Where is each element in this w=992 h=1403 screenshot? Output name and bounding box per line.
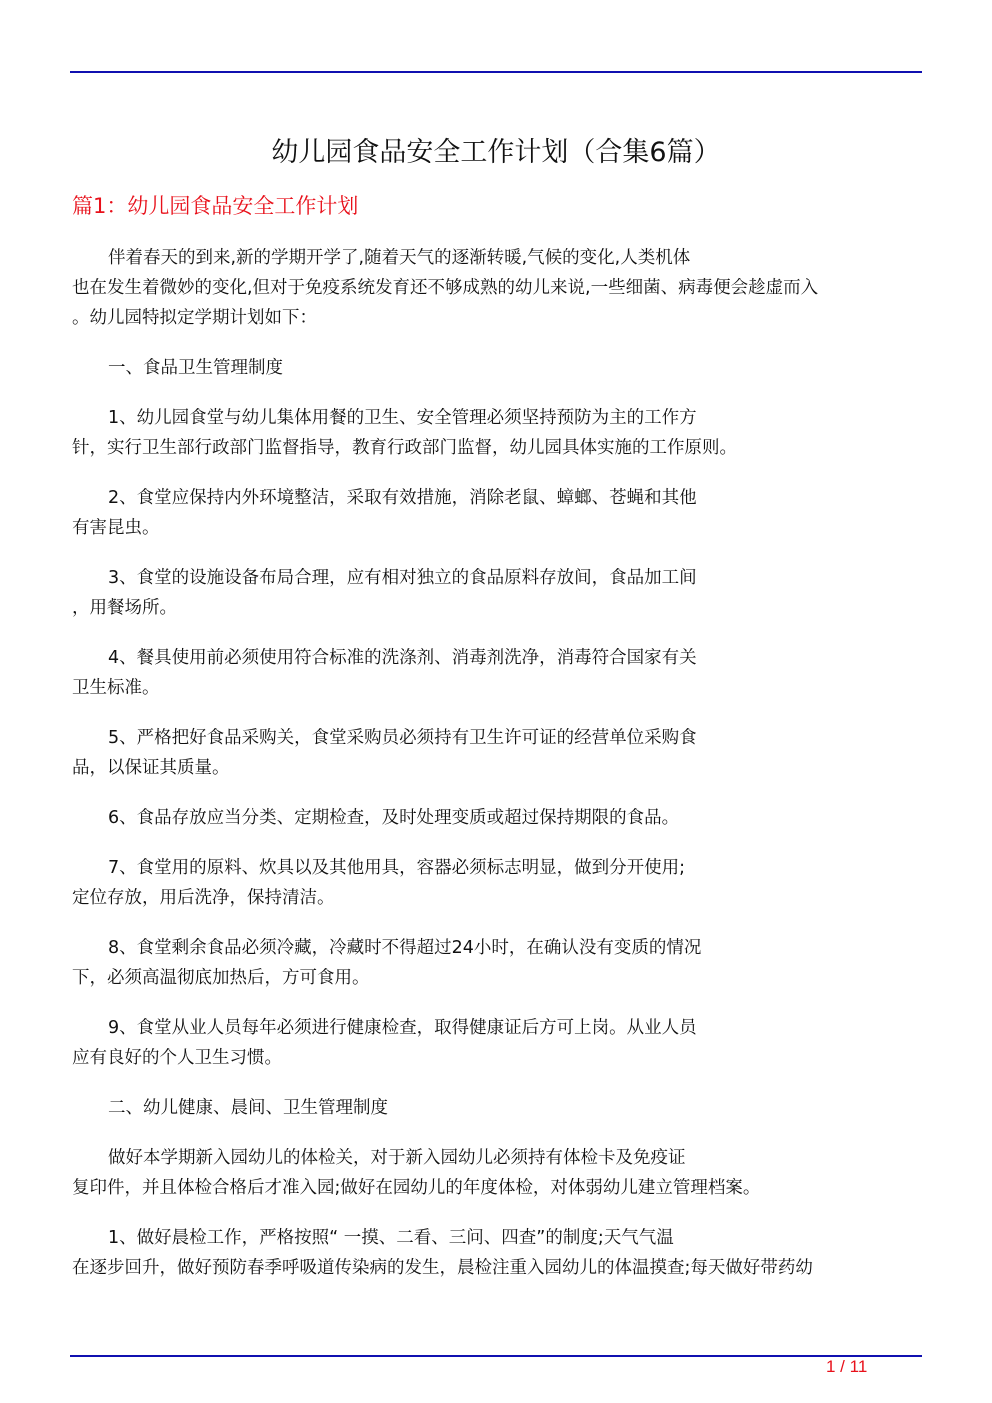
paragraph-line: ，用餐场所。: [72, 598, 177, 618]
paragraph: [72, 803, 922, 833]
page-number: 1 / 11: [826, 1357, 868, 1376]
header-rule: [70, 71, 922, 73]
paragraph-line: 品，以保证其质量。: [72, 758, 230, 778]
paragraph-line: 9、食堂从业人员每年必须进行健康检查，取得健康证后方可上岗。从业人员: [108, 1018, 697, 1038]
paragraph: [72, 1013, 922, 1073]
paragraph: [72, 1093, 922, 1123]
paragraph-line: 4、餐具使用前必须使用符合标准的洗涤剂、消毒剂洗净，消毒符合国家有关: [108, 648, 697, 668]
paragraph-line: 8、食堂剩余食品必须冷藏，冷藏时不得超过24小时，在确认没有变质的情况: [108, 938, 702, 958]
paragraph-line: 一、食品卫生管理制度: [108, 358, 283, 378]
paragraph: [72, 353, 922, 383]
paragraph-line: 有害昆虫。: [72, 518, 160, 538]
paragraph-line: 2、食堂应保持内外环境整洁，采取有效措施，消除老鼠、蟑螂、苍蝇和其他: [108, 488, 697, 508]
paragraph-line: 也在发生着微妙的变化,但对于免疫系统发育还不够成熟的幼儿来说,一些细菌、病毒便会趁虚而入: [72, 278, 819, 298]
paragraph-line: 1、做好晨检工作，严格按照“ 一摸、二看、三问、四查”的制度;天气气温: [108, 1228, 674, 1248]
paragraph: [72, 933, 922, 993]
paragraph-line: 应有良好的个人卫生习惯。: [72, 1048, 282, 1068]
paragraph-line: 定位存放，用后洗净，保持清洁。: [72, 888, 335, 908]
paragraph-line: 二、幼儿健康、晨间、卫生管理制度: [108, 1098, 388, 1118]
paragraph: [72, 1143, 922, 1203]
paragraph-line: 5、严格把好食品采购关，食堂采购员必须持有卫生许可证的经营单位采购食: [108, 728, 697, 748]
paragraph: [72, 483, 922, 543]
paragraph-line: 伴着春天的到来,新的学期开学了,随着天气的逐渐转暖,气候的变化,人类机体: [108, 248, 691, 268]
paragraph: [72, 403, 922, 463]
paragraph: [72, 853, 922, 913]
paragraph-line: 复印件，并且体检合格后才准入园;做好在园幼儿的年度体检，对体弱幼儿建立管理档案。: [72, 1178, 761, 1198]
paragraph-line: 1、幼儿园食堂与幼儿集体用餐的卫生、安全管理必须坚持预防为主的工作方: [108, 408, 697, 428]
paragraph: [72, 1223, 922, 1283]
paragraph-line: 6、食品存放应当分类、定期检查，及时处理变质或超过保持期限的食品。: [108, 808, 680, 828]
paragraph-line: 做好本学期新入园幼儿的体检关，对于新入园幼儿必须持有体检卡及免疫证: [108, 1148, 686, 1168]
paragraph-line: 卫生标准。: [72, 678, 160, 698]
paragraph: [72, 563, 922, 623]
paragraph-line: 。幼儿园特拟定学期计划如下：: [72, 308, 317, 328]
paragraph-line: 7、食堂用的原料、炊具以及其他用具，容器必须标志明显，做到分开使用;: [108, 858, 686, 878]
document-body: [72, 243, 922, 1303]
paragraph-line: 下，必须高温彻底加热后，方可食用。: [72, 968, 370, 988]
paragraph-line: 3、食堂的设施设备布局合理，应有相对独立的食品原料存放间，食品加工间: [108, 568, 697, 588]
footer-rule: [70, 1355, 922, 1357]
section-heading: 篇1：幼儿园食品安全工作计划: [72, 194, 359, 218]
paragraph-line: 在逐步回升，做好预防春季呼吸道传染病的发生，晨检注重入园幼儿的体温摸查;每天做好带药幼: [72, 1258, 813, 1278]
paragraph: [72, 243, 922, 333]
document-title: 幼儿园食品安全工作计划（合集6篇）: [271, 137, 721, 168]
paragraph-line: 针，实行卫生部行政部门监督指导，教育行政部门监督，幼儿园具体实施的工作原则。: [72, 438, 737, 458]
paragraph: [72, 643, 922, 703]
paragraph: [72, 723, 922, 783]
